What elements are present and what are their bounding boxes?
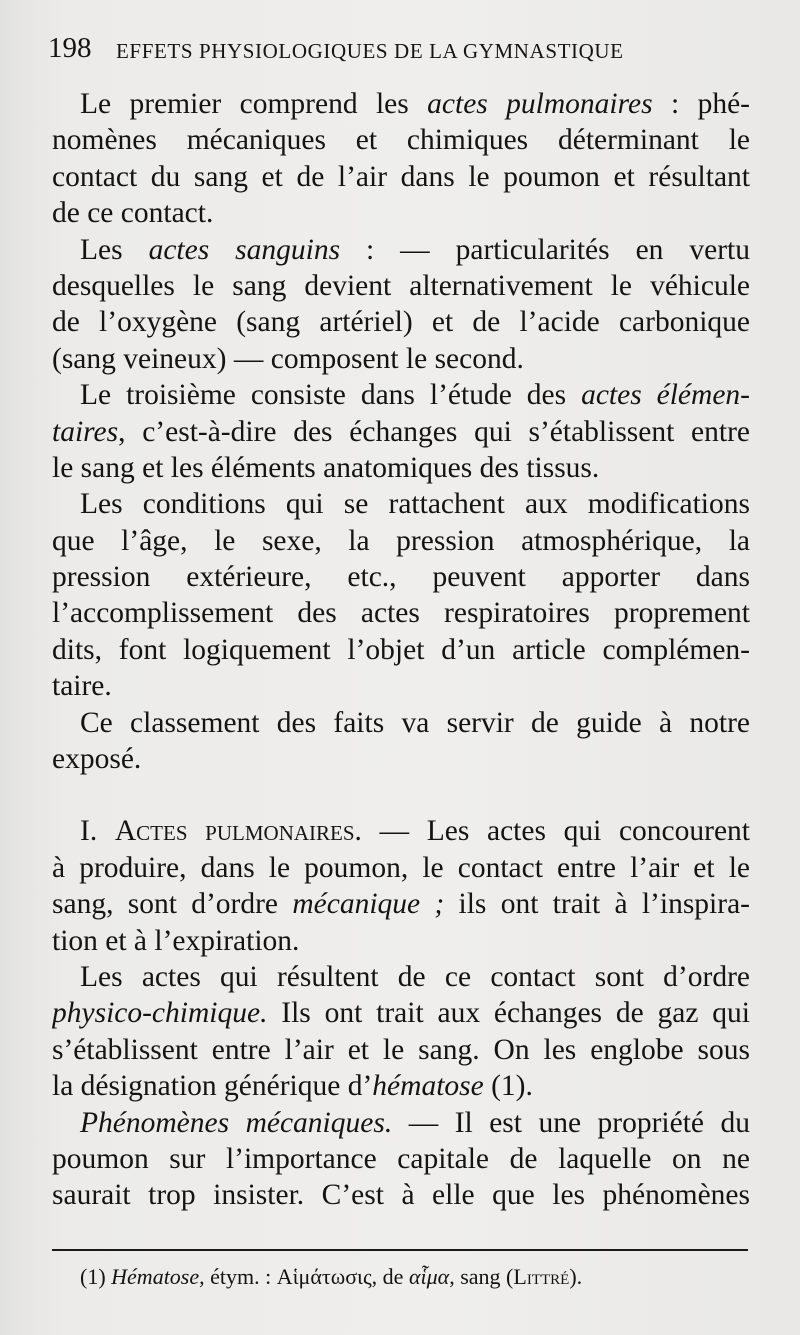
text-run: ils ont trait à l’inspira-	[444, 888, 750, 921]
text-run: : — particularités en vertu	[340, 233, 750, 266]
section-number: I.	[80, 815, 115, 848]
footnote-divider	[52, 1249, 748, 1251]
text-run: , c’est-à-dire des échanges qui s’établissent entre	[118, 415, 750, 448]
text-run: Le premier comprend les	[80, 88, 428, 120]
footnote	[80, 1264, 582, 1290]
paragraph-2-line-2: desquelles le sang devient alternativement le véhicule	[52, 269, 750, 302]
paragraph-4-line-2: que l’âge, le sexe, la pression atmosphérique, la	[52, 524, 750, 557]
text-run: Ils ont trait aux échanges de gaz qui	[267, 997, 750, 1030]
section-title: Actes pulmonaires.	[114, 815, 362, 848]
text-run: — Il est une propriété du	[392, 1106, 750, 1139]
body-text	[52, 86, 750, 1214]
text-run: — Les actes qui concourent	[361, 815, 750, 848]
italic-term: mécanique ;	[292, 888, 445, 921]
italic-term: actes sanguins	[148, 233, 341, 266]
paragraph-7-line-1	[52, 1105, 750, 1141]
text-run: Les	[80, 233, 149, 266]
paragraph-5-line-1: Ce classement des faits va servir de guide à notre	[80, 706, 750, 739]
section-heading-line-1	[52, 813, 750, 849]
paragraph-4-line-4: l’accomplissement des actes respiratoires proprement	[52, 597, 750, 630]
paragraph-6-line-2	[52, 995, 750, 1031]
paragraph-1-line-4: de ce contact.	[52, 197, 214, 230]
paragraph-5-line-2: exposé.	[52, 743, 142, 776]
paragraph-3-line-3: le sang et les éléments anatomiques des tissus.	[52, 451, 600, 484]
paragraph-4-line-1: Les conditions qui se rattachent aux modifications	[80, 488, 750, 521]
footnote-text: ).	[569, 1264, 583, 1289]
paragraph-1-line-2: nomènes mécaniques et chimiques déterminant le	[52, 124, 750, 157]
paragraph-2-line-3: de l’oxygène (sang artériel) et de l’acide carbonique	[52, 306, 750, 339]
italic-term: hématose	[372, 1070, 484, 1103]
footnote-greek-word: αἷμα	[408, 1264, 450, 1289]
text-run: la désignation générique d’	[52, 1070, 373, 1103]
section-line-2: à produire, dans le poumon, le contact entre l’air et le	[52, 851, 750, 884]
footnote-text: , sang (	[449, 1264, 514, 1289]
paragraph-7-line-3: saurait trop insister. C’est à elle que les phénomènes	[52, 1179, 750, 1212]
page-number: 198	[48, 32, 92, 64]
paragraph-6-line-1: Les actes qui résultent de ce contact sont d’ordre	[80, 960, 750, 993]
running-title: EFFETS PHYSIOLOGIQUES DE LA GYMNASTIQUE	[116, 39, 624, 63]
paragraph-2-line-1	[52, 232, 750, 268]
paragraph-7-line-2: poumon sur l’importance capitale de laquelle on ne	[52, 1142, 750, 1175]
italic-term: physico-chimique.	[52, 997, 268, 1030]
running-head	[48, 32, 748, 72]
italic-term: actes élémen-	[581, 379, 750, 412]
paragraph-1-line-3: contact du sang et de l’air dans le poumon et résultant	[52, 160, 750, 193]
footnote-text: , étym. : Αἱμάτωσις, de	[199, 1264, 409, 1289]
italic-term: actes pulmonaires	[427, 88, 653, 120]
section-line-3	[52, 886, 750, 922]
text-run: Le troisième consiste dans l’étude des	[80, 379, 582, 412]
paragraph-4-line-6: taire.	[52, 670, 112, 703]
paragraph-2-line-4: (sang veineux) — composent le second.	[52, 342, 524, 375]
italic-term: taires	[52, 415, 119, 448]
paragraph-4-line-3: pression extérieure, etc., peuvent apporter dans	[52, 561, 750, 594]
italic-subheading: Phénomènes mécaniques.	[80, 1106, 393, 1139]
paragraph-6-line-4	[52, 1068, 750, 1104]
paragraph-4-line-5: dits, font logiquement l’objet d’un article complémen-	[52, 633, 750, 666]
paragraph-1-line-1	[52, 86, 750, 122]
paragraph-6-line-3: s’établissent entre l’air et le sang. On les englobe sous	[52, 1033, 750, 1066]
text-run: sang, sont d’ordre	[52, 888, 293, 921]
paragraph-3-line-2	[52, 414, 750, 450]
footnote-source: Littré	[513, 1264, 570, 1289]
paragraph-3-line-1	[52, 377, 750, 413]
section-line-4: tion et à l’expiration.	[52, 924, 300, 957]
section-gap	[52, 777, 750, 813]
footnote-reference: (1).	[483, 1070, 533, 1103]
footnote-term: Hématose	[111, 1264, 200, 1289]
text-run: : phé-	[652, 88, 750, 120]
footnote-marker: (1)	[80, 1264, 112, 1289]
